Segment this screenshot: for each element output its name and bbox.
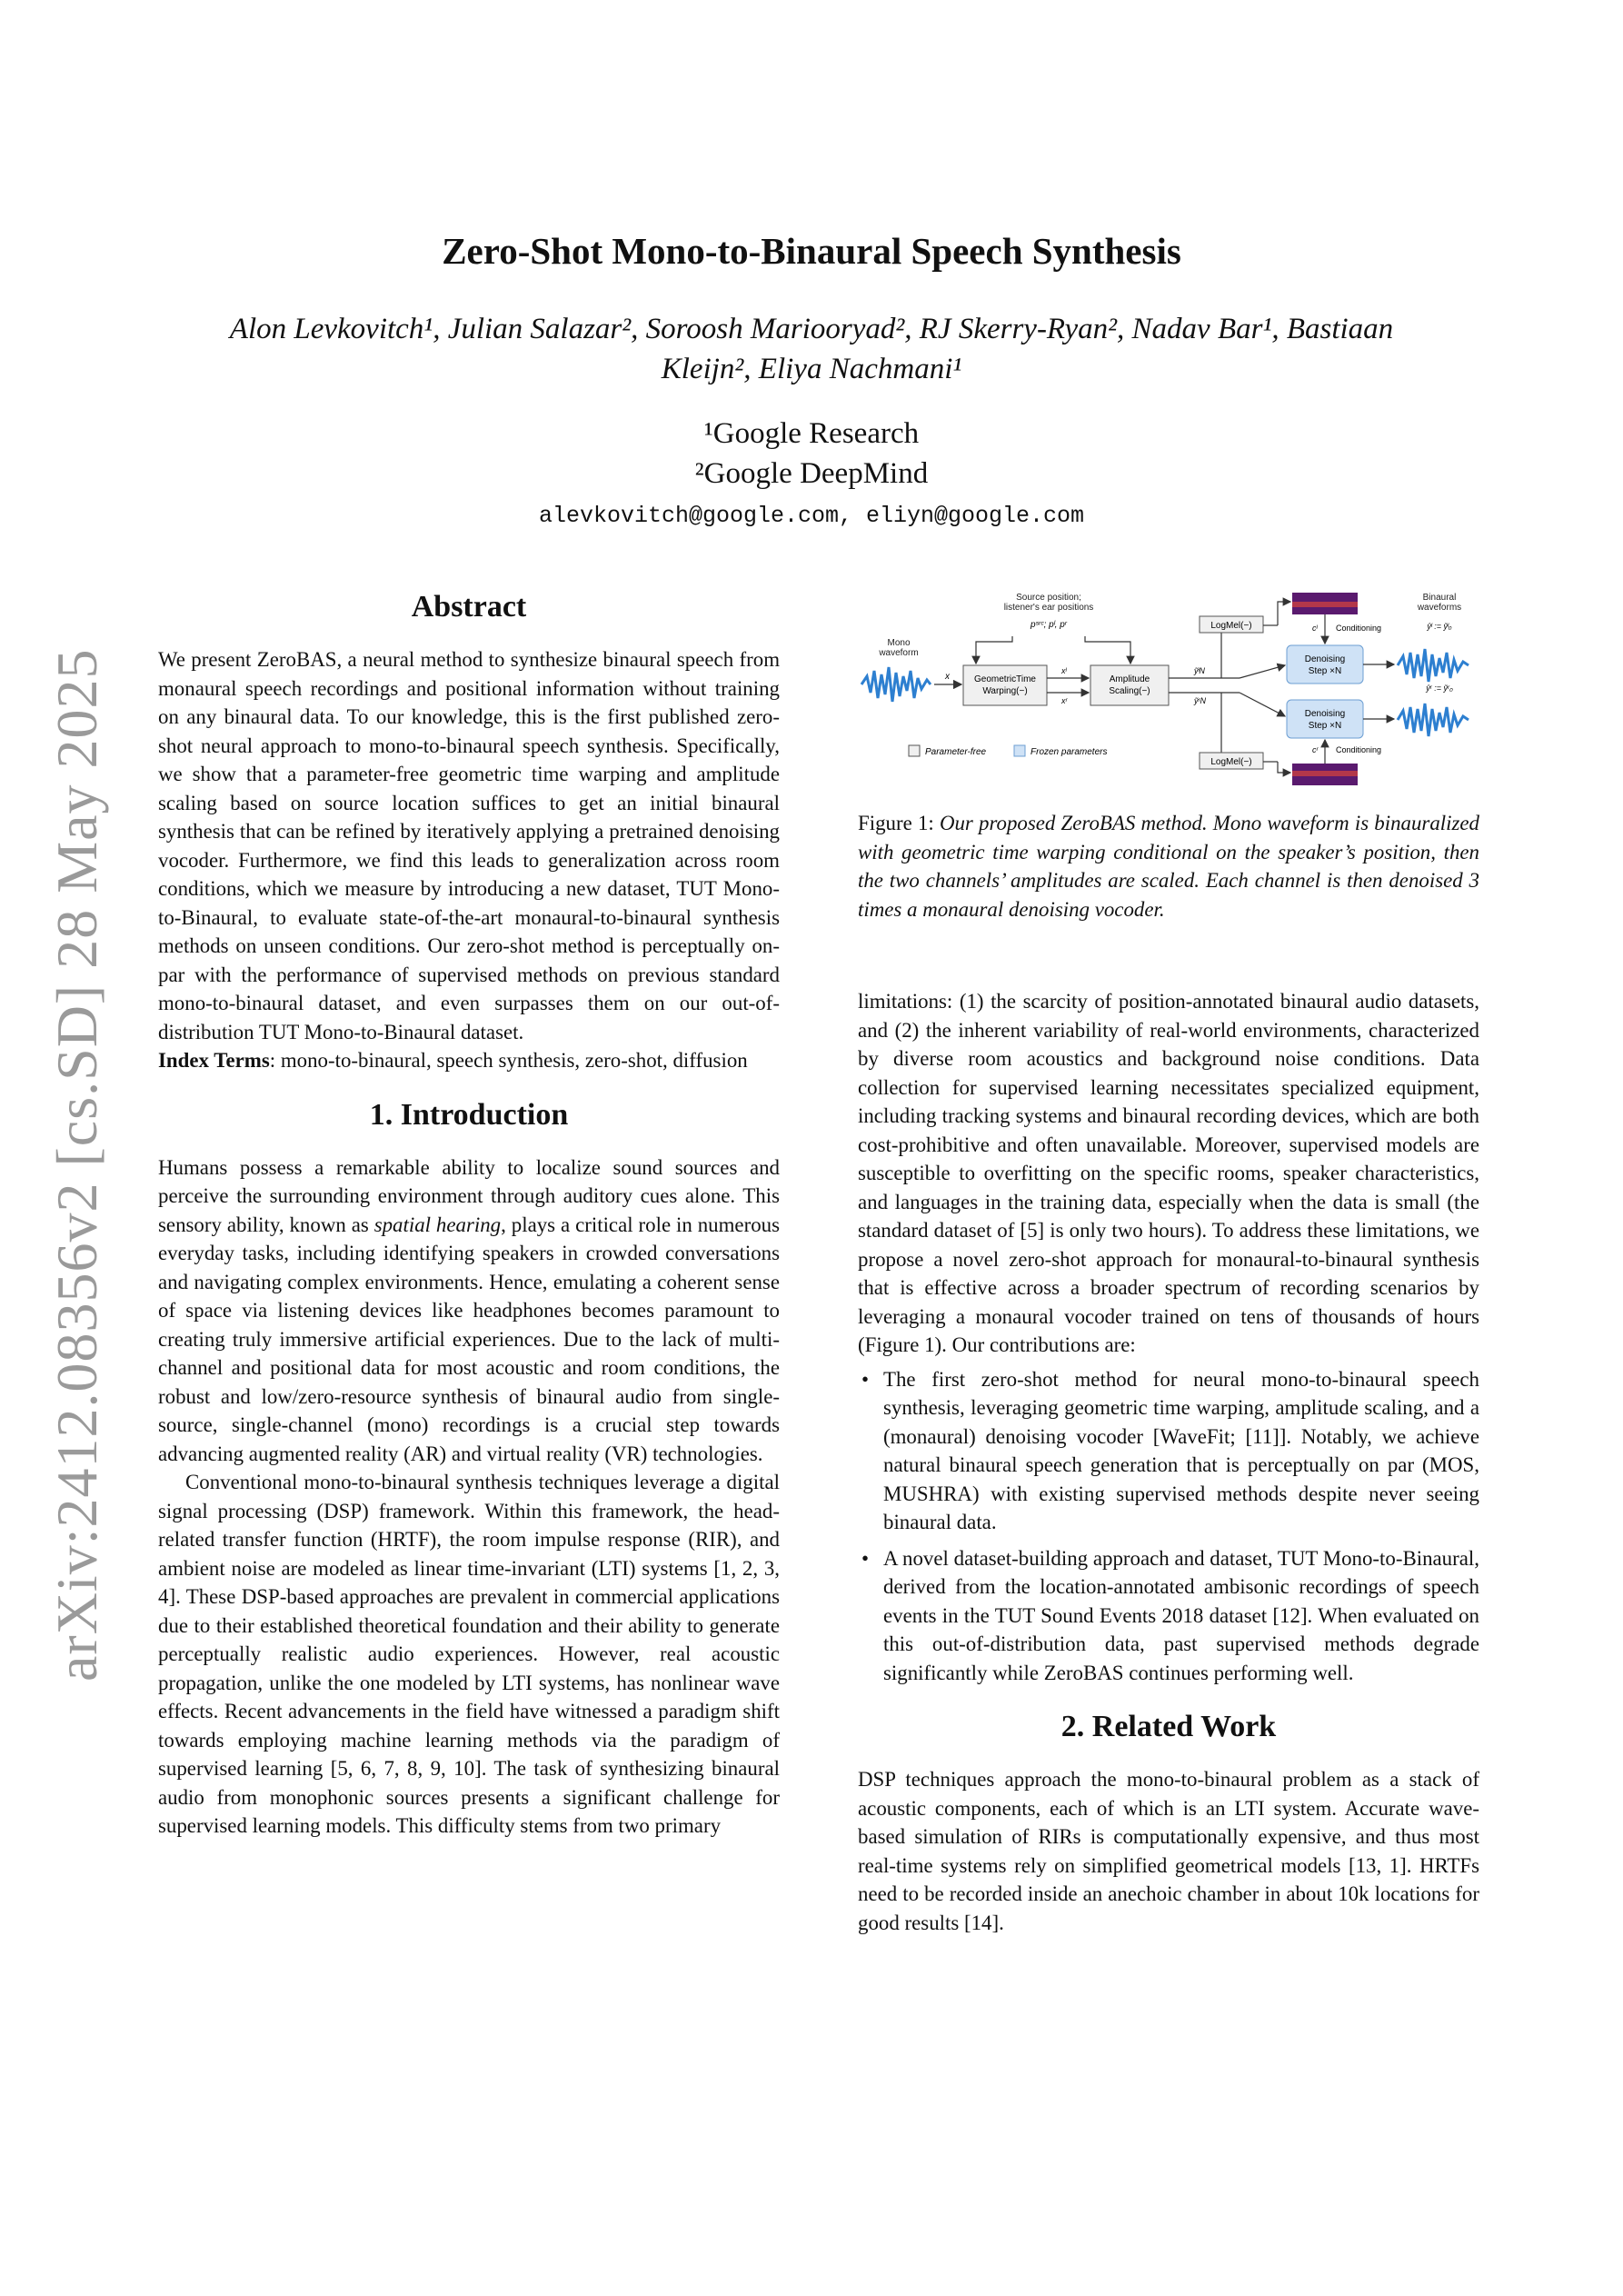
abstract-body: We present ZeroBAS, a neural method to synthesize binaural speech from monaural speech recordings and positional information without training on any binaural data. To our knowledge, this is the first published zero-shot neural approach to mono-to-binaural speech synthesis. Specifically, we show that a parameter-free geometric time warping and amplitude scaling based on source location suffices to get an initial binaural synthesis that can be refined by iteratively applying a pretrained denoising vocoder. Furthermore, we find this leads to generalization across room conditions, which we measure by introducing a new dataset, TUT Mono-to-Binaural, to evaluate state-of-the-art monaural-to-binaural synthesis methods on unseen conditions. Our zero-shot method is perceptually on-par with the performance of supervised methods on previous standard mono-to-binaural dataset, and even surpasses them on our out-of-distribution TUT Mono-to-Binaural dataset. — [158, 648, 780, 1043]
legend-parameter-free-swatch — [909, 745, 920, 756]
amplitude-scaling-block — [1090, 665, 1169, 705]
intro-p1-emphasis: spatial hearing — [373, 1213, 502, 1236]
intro-paragraph-2: Conventional mono-to-binaural synthesis techniques leverage a digital signal processing (DSP) framework. Within this framework, the head-related transfer function (HRTF), the room impulse response (RIR), and ambient noise are modeled as linear time-invariant (LTI) systems [1, 2, 3, 4]. These DSP-based approaches are prevalent in commercial applications due to their established theoretical foundation and their ability to generate perceptually realistic audio experiences. However, real acoustic propagation, unlike the one modeled by LTI systems, has nonlinear wave effects. Recent advancements in the field have witnessed a paradigm shift towards employing machine learning methods via the paradigm of supervised learning [5, 6, 7, 8, 9, 10]. The task of synthesizing binaural audio from monophonic sources presents a significant challenge for supervised learning models. This difficulty stems from two primary — [158, 1471, 780, 1837]
contribution-item: • A novel dataset-building approach and dataset, TUT Mono-to-Binaural, derived from the location-annotated ambisonic recordings of speech events in the TUT Sound Events 2018 dataset [12]. When evaluated on this out-of-distribution data, past supervised methods degrade significantly while ZeroBAS continues performing well. — [858, 1544, 1479, 1688]
author-emails: alevkovitch@google.com, eliyn@google.com — [538, 503, 1085, 529]
mono-waveform-icon — [861, 667, 931, 702]
contributions-list — [858, 1365, 1479, 1688]
amp-output-left: ỹˡN — [1194, 666, 1205, 675]
binaural-waveforms-label: Binaural waveforms — [1417, 593, 1462, 613]
affiliations — [0, 414, 1623, 494]
binaural-right-waveform-icon — [1398, 704, 1469, 736]
legend-parameter-free-label: Parameter-free — [925, 747, 987, 757]
introduction-heading: 1. Introduction — [369, 1097, 569, 1132]
right-column — [858, 987, 1479, 1937]
denoising-bottom-label: Denoising Step ×N — [1304, 709, 1346, 731]
left-column — [158, 587, 780, 1841]
cond-right-label: cʳ — [1312, 745, 1319, 754]
intro-paragraph-1 — [158, 1153, 780, 1469]
input-x-label: x — [945, 672, 950, 682]
index-terms — [158, 1046, 780, 1075]
related-work-paragraph-1: DSP techniques approach the mono-to-binaural problem as a stack of acoustic components, each of which is an LTI system. Accurate wave-based simulation of RIRs is computationally expensive, and thus most real-time systems rely on simplified geometrical models [13, 1]. HRTFs need to be recorded inside an anechoic chamber in about 10k locations for good results [14]. — [858, 1768, 1479, 1934]
arxiv-identifier: arXiv:2412.08356v2 [cs.SD] 28 May 2025 — [45, 648, 109, 1682]
intro-paragraph-3: limitations: (1) the scarcity of position-annotated binaural audio datasets, and (2) the inherent variability of real-world environments, characterized by diverse room acoustics and background noise conditions. Data collection for supervised learning necessitates specialized equipment, including tracking systems and binaural recording devices, which are both cost-prohibitive and often unavailable. Moreover, supervised models are susceptible to overfitting on the specific rooms, speaker characteristics, and languages in the training data, especially when the data is small (the standard dataset of [5] is only two hours). To address these limitations, we propose a novel zero-shot approach for monaural-to-binaural synthesis that is effective across a broader spectrum of recording scenarios by leveraging a monaural vocoder trained on tens of thousands of hours (Figure 1). Our contributions are: — [858, 990, 1479, 1356]
contribution-item: • The first zero-shot method for neural mono-to-binaural speech synthesis, leveraging geometric time warping, amplitude scaling, and a (monaural) denoising vocoder [WaveFit; [11]]. Notably, we achieve natural binaural speech generation that is perceptually on par (MOS, MUSHRA) with existing supervised methods despite never seeing binaural data. — [858, 1365, 1479, 1537]
abstract-heading: Abstract — [411, 590, 527, 624]
affiliation-2: ²Google DeepMind — [694, 457, 929, 490]
intro-p1-text-a: Humans possess a remarkable ability to localize sound sources and perceive the surrounding environment through auditory cues alone. This sensory ability, known as — [158, 1155, 780, 1236]
affiliation-1: ¹Google Research — [703, 417, 920, 450]
conditioning-top-label: Conditioning — [1336, 624, 1382, 633]
position-variables: pˢʳᶜ; pˡ, pʳ — [1031, 620, 1067, 630]
denoising-top-label: Denoising Step ×N — [1304, 654, 1346, 676]
geometric-time-warping-block — [963, 665, 1047, 705]
source-position-label: Source position; listener's ear positions — [1003, 593, 1094, 613]
legend-frozen-swatch — [1014, 745, 1025, 756]
figure-1-caption — [858, 809, 1479, 923]
legend-frozen-label: Frozen parameters — [1031, 747, 1108, 757]
figure-1-diagram — [858, 589, 1479, 789]
binaural-left-waveform-icon — [1398, 649, 1469, 682]
amplitude-block-label: Amplitude Scaling(−) — [1109, 674, 1150, 696]
warping-block-label: GeometricTime Warping(−) — [974, 674, 1036, 696]
denoising-bottom-block — [1287, 700, 1363, 738]
authors-line-1: Alon Levkovitch¹, Julian Salazar², Soroosh Mariooryad², RJ Skerry-Ryan², Nadav Bar¹, Bastiaan — [229, 313, 1394, 345]
cond-left-label: cˡ — [1312, 624, 1318, 633]
index-terms-label: Index Terms — [158, 1049, 270, 1072]
conditioning-bottom-label: Conditioning — [1336, 745, 1382, 754]
figure-1-caption-label: Figure 1: — [858, 812, 940, 834]
authors-line-2: Kleijn², Eliya Nachmani¹ — [661, 353, 962, 385]
index-terms-text: : mono-to-binaural, speech synthesis, zero-shot, diffusion — [269, 1049, 748, 1072]
denoising-top-block — [1287, 645, 1363, 684]
warp-output-right: xʳ — [1061, 696, 1068, 705]
related-work-heading: 2. Related Work — [1060, 1710, 1277, 1743]
logmel-bottom-label: LogMel(−) — [1210, 757, 1252, 767]
author-list — [136, 309, 1487, 389]
logmel-top-label: LogMel(−) — [1210, 621, 1252, 631]
output-left-label: ŷˡ := ỹˡ₀ — [1427, 622, 1452, 631]
output-right-label: ŷʳ := ỹʳ₀ — [1426, 684, 1453, 693]
figure-1-caption-text: Our proposed ZeroBAS method. Mono waveform is binauralized with geometric time warping conditional on the speaker’s position, then the two channels’ amplitudes are scaled. Each channel is then denoised 3 times a monaural denoising vocoder. — [858, 812, 1480, 921]
amp-output-right: ỹʳN — [1194, 696, 1206, 705]
mono-waveform-label: Mono waveform — [879, 638, 919, 658]
warp-output-left: xˡ — [1061, 666, 1067, 675]
paper-title: Zero-Shot Mono-to-Binaural Speech Synthesis — [442, 230, 1181, 272]
intro-p1-text-b: , plays a critical role in numerous everyday tasks, including identifying speakers in crowded conversations and navigating complex environments. Hence, emulating a coherent sense of space via listening devices like headphones becomes paramount to creating truly immersive artificial experiences. Due to the lack of multi-channel and positional data for most acoustic and room conditions, the robust and low/zero-resource synthesis of binaural audio from single-source, single-channel (mono) recordings is a crucial step towards advancing augmented reality (AR) and virtual reality (VR) technologies. — [158, 1213, 781, 1465]
